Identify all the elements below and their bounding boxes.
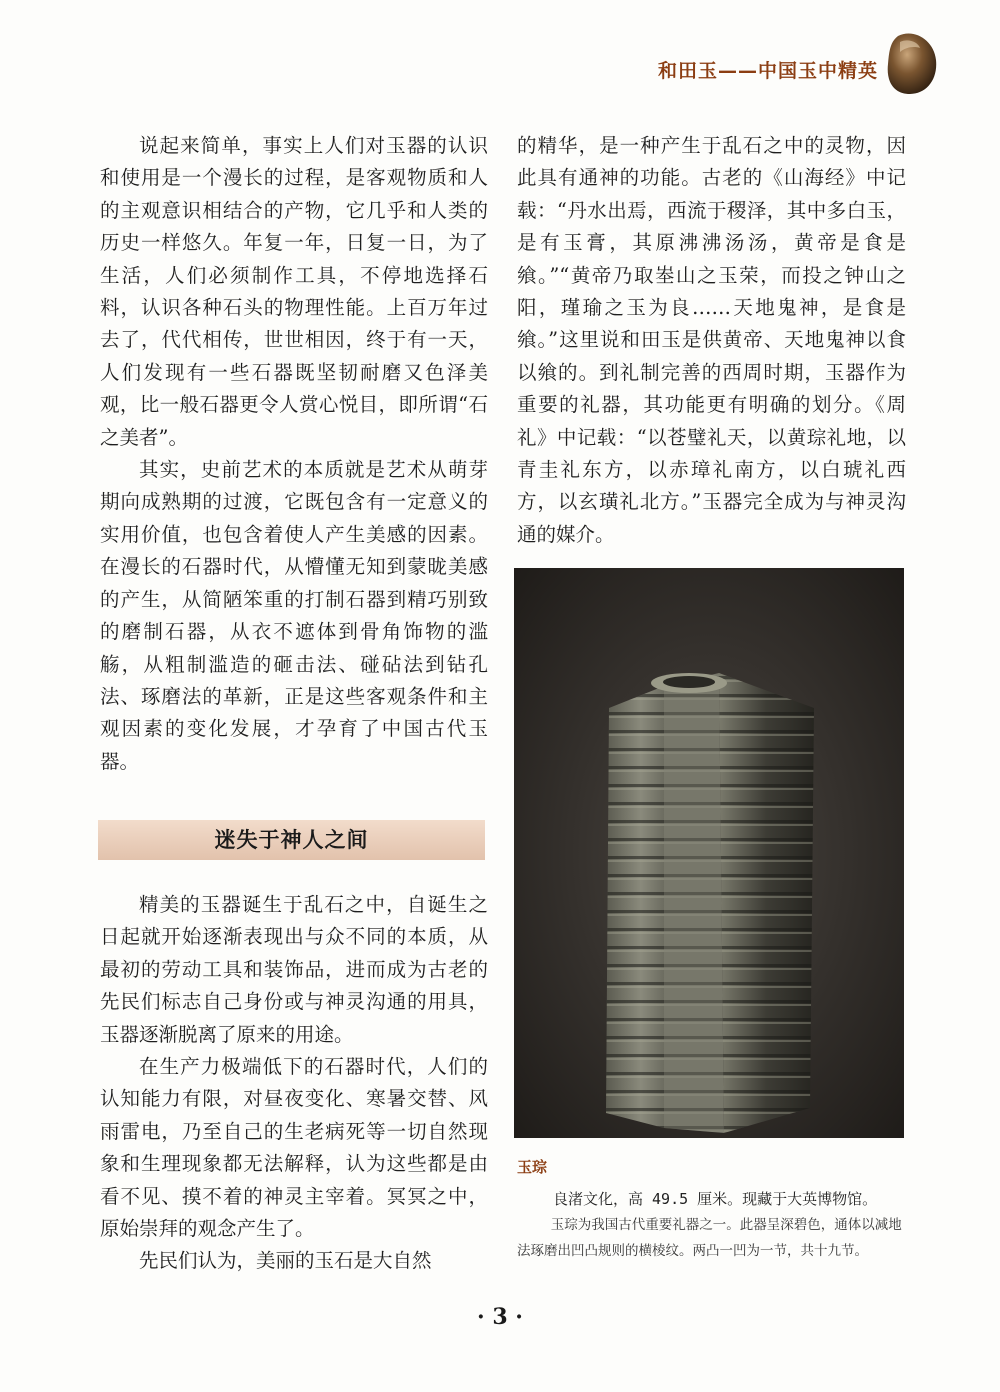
jade-pebble-icon <box>884 30 938 96</box>
left-column-text <box>100 130 488 778</box>
figure-caption <box>517 1186 905 1264</box>
paragraph: 的精华，是一种产生于乱石之中的灵物，因此具有通神的功能。古老的《山海经》中记载：“丹水出焉，西流于稷泽，其中多白玉，是有玉膏，其原沸沸汤汤，黄帝是食是飨。”“黄帝乃取峚山之玉荣，而投之钟山之阳，瑾瑜之玉为良……天地鬼神，是食是飨。”这里说和田玉是供黄帝、天地鬼神以食以飨的。到礼制完善的西周时期，玉器作为重要的礼器，其功能更有明确的划分。《周礼》中记载：“以苍璧礼天，以黄琮礼地，以青圭礼东方，以赤璋礼南方，以白琥礼西方，以玄璜礼北方。”玉器完全成为与神灵沟通的媒介。 <box>517 134 906 546</box>
left-column-text-2 <box>100 889 488 1278</box>
paragraph: 在生产力极端低下的石器时代，人们的认知能力有限，对昼夜变化、寒暑交替、风雨雷电，乃至自己的生老病死等一切自然现象和生理现象都无法解释，认为这些都是由看不见、摸不着的神灵主宰着。冥冥之中，原始崇拜的观念产生了。 <box>100 1055 488 1241</box>
paragraph: 先民们认为，美丽的玉石是大自然 <box>139 1249 432 1273</box>
paragraph: 精美的玉器诞生于乱石之中，自诞生之日起就开始逐渐表现出与众不同的本质，从最初的劳动工具和装饰品，进而成为古老的先民们标志自己身份或与神灵沟通的用具，玉器逐渐脱离了原来的用途。 <box>100 893 488 1046</box>
right-column-text <box>517 130 906 551</box>
figure-caption-title: 玉琮 <box>517 1158 548 1176</box>
paragraph: 其实，史前艺术的本质就是艺术从萌芽期向成熟期的过渡，它既包含有一定意义的实用价值，也包含着使人产生美感的因素。在漫长的石器时代，从懵懂无知到蒙昽美感的产生，从简陋笨重的打制石器到精巧别致的磨制石器，从衣不遮体到骨角饰物的滥觞，从粗制滥造的砸击法、碰砧法到钻孔法、琢磨法的革新，正是这些客观条件和主观因素的变化发展，才孕育了中国古代玉器。 <box>100 458 488 773</box>
page-number: · 3 · <box>477 1304 523 1330</box>
paragraph: 说起来简单，事实上人们对玉器的认识和使用是一个漫长的过程，是客观物质和人的主观意识相结合的产物，它几乎和人类的历史一样悠久。年复一年，日复一日，为了生活，人们必须制作工具，不停地选择石料，认识各种石头的物理性能。上百万年过去了，代代相传，世世相因，终于有一天，人们发现有一些石器既坚韧耐磨又色泽美观，比一般石器更令人赏心悦目，即所谓“石之美者”。 <box>100 134 488 449</box>
section-heading: 迷失于神人之间 <box>98 820 485 860</box>
jade-cong-photo <box>514 568 904 1138</box>
running-header-title: 和田玉——中国玉中精英 <box>657 60 878 82</box>
caption-line: 良渚文化，高 49.5 厘米。现藏于大英博物馆。 <box>553 1190 878 1208</box>
caption-line: 玉琮为我国古代重要礼器之一。此器呈深碧色，通体以减地法琢磨出凹凸规则的横棱纹。两凸一凹为一节，共十九节。 <box>517 1217 902 1259</box>
